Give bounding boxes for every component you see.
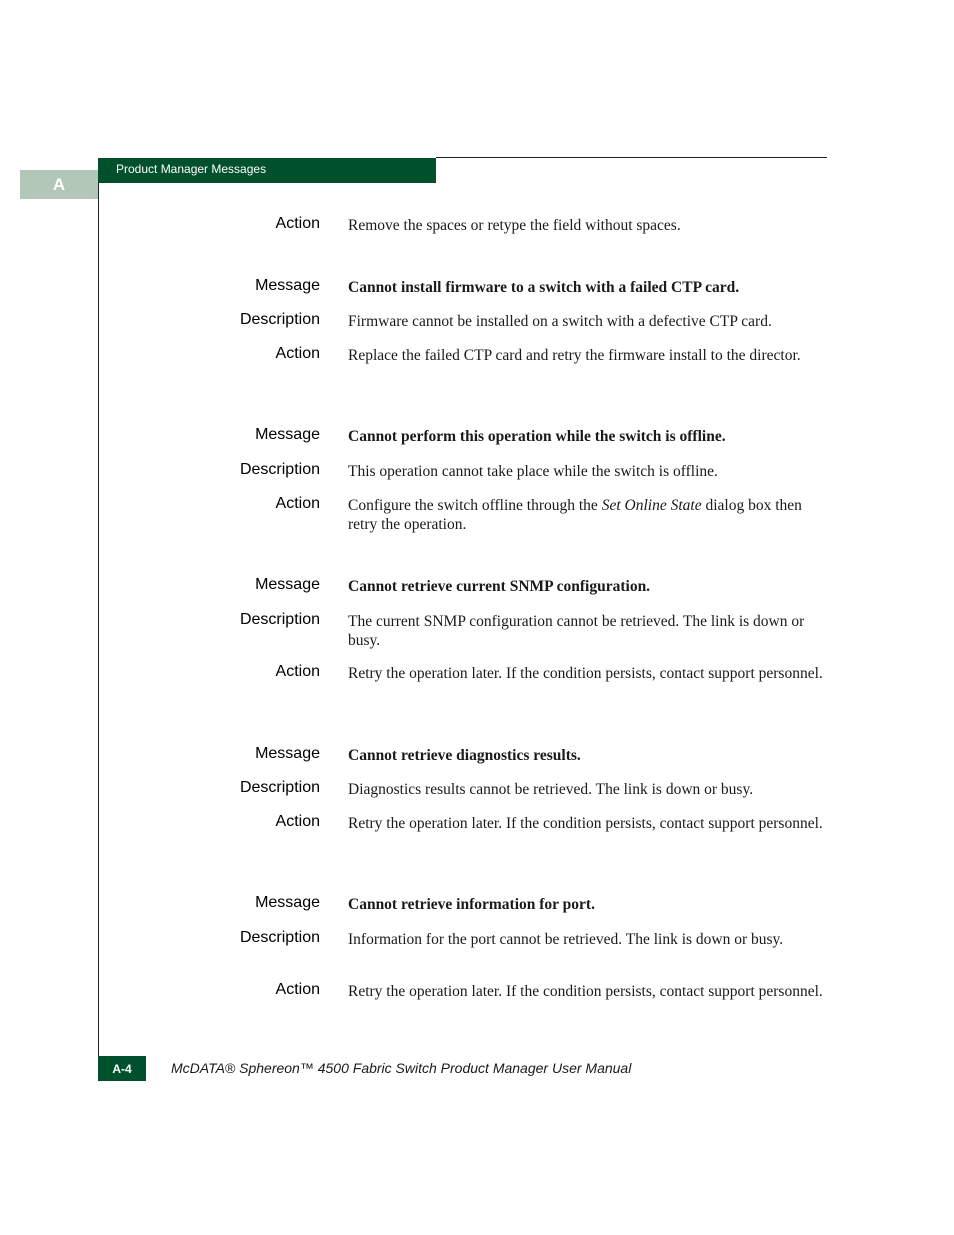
entry-label: Action bbox=[275, 495, 320, 512]
entry-text: This operation cannot take place while the switch is offline. bbox=[348, 463, 718, 480]
entry-text: Diagnostics results cannot be retrieved. The link is down or busy. bbox=[348, 781, 754, 798]
entry-text: Retry the operation later. If the condition persists, contact support personnel. bbox=[348, 665, 823, 682]
entry-label: Message bbox=[255, 745, 320, 762]
entry-text: Replace the failed CTP card and retry the firmware install to the director. bbox=[348, 347, 801, 364]
entry-text: Information for the port cannot be retrieved. The link is down or busy. bbox=[348, 931, 784, 948]
message-text: Cannot retrieve diagnostics results. bbox=[348, 747, 581, 764]
entry-text: Firmware cannot be installed on a switch with a defective CTP card. bbox=[348, 313, 772, 330]
text-part: dialog box then retry the operation. bbox=[348, 497, 802, 533]
entry-label: Action bbox=[275, 981, 320, 998]
entry-text: Retry the operation later. If the condition persists, contact support personnel. bbox=[348, 983, 823, 1000]
entry-label: Description bbox=[239, 929, 320, 946]
message-text: Cannot perform this operation while the switch is offline. bbox=[348, 428, 726, 445]
entry-label: Message bbox=[255, 576, 320, 593]
message-text: Cannot install firmware to a switch with a failed CTP card. bbox=[348, 279, 740, 296]
entry-label: Message bbox=[255, 894, 320, 911]
message-text: Cannot retrieve information for port. bbox=[348, 896, 595, 913]
left-margin-rule bbox=[98, 183, 99, 1057]
text-part: Configure the switch offline through the bbox=[348, 497, 602, 514]
dialog-name: Set Online State bbox=[601, 497, 702, 514]
footer-manual-title: McDATA® Sphereon™ 4500 Fabric Switch Product Manager User Manual bbox=[171, 1060, 632, 1076]
entry-label: Action bbox=[275, 215, 320, 232]
entry-label: Message bbox=[255, 277, 320, 294]
header-rule bbox=[436, 157, 827, 158]
entry-text: Retry the operation later. If the condition persists, contact support personnel. bbox=[348, 815, 823, 832]
message-text: Cannot retrieve current SNMP configuration. bbox=[348, 578, 651, 595]
entry-label: Description bbox=[239, 611, 320, 628]
entry-label: Action bbox=[275, 345, 320, 362]
entry-text bbox=[348, 496, 823, 534]
page-number: A-4 bbox=[98, 1056, 146, 1081]
entry-label: Message bbox=[255, 426, 320, 443]
chapter-tab: A bbox=[20, 170, 98, 199]
entry-text: Remove the spaces or retype the field without spaces. bbox=[348, 217, 681, 234]
entry-label: Description bbox=[239, 311, 320, 328]
entry-label: Description bbox=[239, 461, 320, 478]
entry-label: Description bbox=[239, 779, 320, 796]
section-header: Product Manager Messages bbox=[98, 158, 436, 183]
entry-label: Action bbox=[275, 663, 320, 680]
entry-text: The current SNMP configuration cannot be retrieved. The link is down or busy. bbox=[348, 613, 805, 649]
entry-label: Action bbox=[275, 813, 320, 830]
